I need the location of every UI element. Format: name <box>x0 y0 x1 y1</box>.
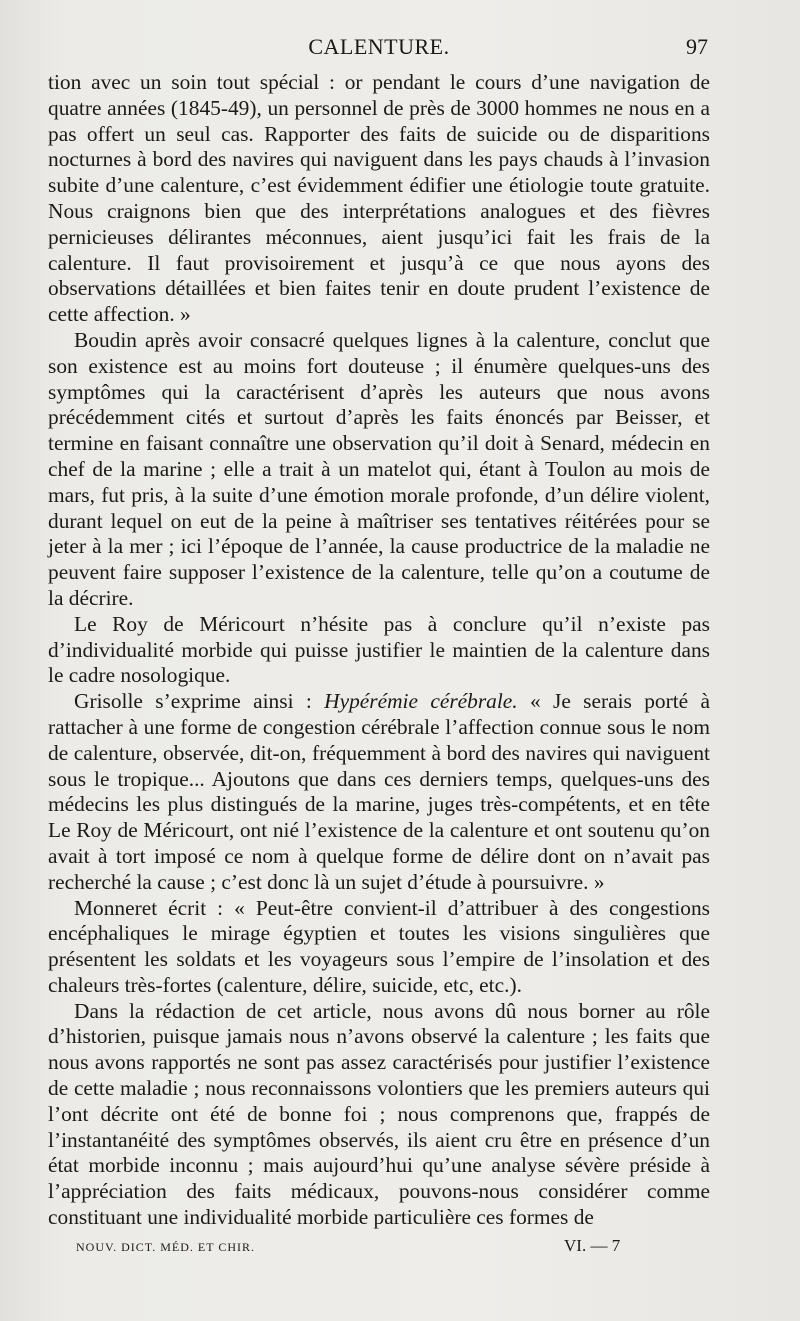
paragraph-6 <box>48 999 710 1231</box>
paragraph-6-text: Dans la rédaction de cet article, nous avons dû nous borner au rôle d’historien, puisque jamais nous n’avons observé la calenture ; les faits que nous avons rapportés ne sont pas assez caractérisés pour justifier l’existence de cette maladie ; nous reconnaissons volontiers que les premiers auteurs qui l’ont décrite ont été de bonne foi ; nous comprenons que, frappés de l’instantanéité des symptômes observés, ils aient cru être en présence d’un état morbide inconnu ; mais aujourd’hui qu’une analyse sévère préside à l’appréciation des faits médicaux, pouvons-nous considérer comme constituant une individualité morbide particulière ces formes de <box>48 998 710 1230</box>
page-number: 97 <box>686 34 708 59</box>
page-header <box>48 32 710 64</box>
paragraph-5 <box>48 896 710 999</box>
paragraph-3-text: Le Roy de Méricourt n’hésite pas à conclure qu’il n’existe pas d’individualité morbide qui puisse justifier le maintien de la calenture dans le cadre nosologique. <box>48 611 710 688</box>
paragraph-1-text: tion avec un soin tout spécial : or pendant le cours d’une navigation de quatre années (1845-49), un personnel de près de 3000 hommes ne nous en a pas offert un seul cas. Rapporter des faits de suicide ou de disparitions nocturnes à bord des navires qui naviguent dans les pays chauds à l’invasion subite d’une calenture, c’est évidemment édifier une étiologie toute gratuite. Nous craignons bien que des interprétations analogues et des fièvres pernicieuses délirantes méconnues, aient jusqu’ici fait les frais de la calenture. Il faut provisoirement et jusqu’à ce que nous ayons des observations détaillées et bien faites tenir en doute prudent l’existence de cette affection. » <box>48 70 710 327</box>
body-text <box>48 70 710 1231</box>
printer-signature: NOUV. DICT. MÉD. ET CHIR. <box>76 1240 256 1254</box>
paragraph-4-lead: Grisolle s’exprime ainsi : <box>74 689 325 714</box>
paragraph-3 <box>48 612 710 689</box>
paragraph-4-italic: Hypérémie cérébrale. <box>324 689 518 714</box>
running-title: CALENTURE. <box>308 34 450 59</box>
paragraph-4-text: « Je serais porté à rattacher à une forme de congestion cérébrale l’affection connue sous le nom de calenture, observée, dit-on, fréquemment à bord des navires qui naviguent sous le tropique... Ajoutons que dans ces derniers temps, quelques-uns des médecins les plus distingués de la marine, juges très-compétents, et en tête Le Roy de Méricourt, ont nié l’existence de la calenture et ont soutenu qu’on avait à tort imposé ce nom à quelque forme de délire dont on n’avait pas recherché la cause ; c’est donc là un sujet d’étude à poursuivre. » <box>48 689 710 894</box>
paragraph-4 <box>48 689 710 895</box>
volume-sheet-mark: VI. — 7 <box>564 1236 621 1255</box>
paragraph-5-text: Monneret écrit : « Peut-être convient-il d’attribuer à des congestions encéphaliques le mirage égyptien et toutes les visions singulières que présentent les soldats et les voyageurs sous l’empire de l’insolation et des chaleurs très-fortes (calenture, délire, suicide, etc, etc.). <box>48 895 710 997</box>
paragraph-1 <box>48 70 710 328</box>
paragraph-2-text: Boudin après avoir consacré quelques lignes à la calenture, conclut que son existence est au moins fort douteuse ; il énumère quelques-uns des symptômes qui la caractérisent d’après les auteurs que nous avons précédemment cités et surtout d’après les faits énoncés par Beisser, et termine en faisant connaître une observation qu’il doit à Senard, médecin en chef de la marine ; elle a trait à un matelot qui, étant à Toulon au mois de mars, fut pris, à la suite d’une émotion morale profonde, d’un délire violent, durant lequel on eut de la peine à maîtriser ses tentatives réitérées pour se jeter à la mer ; ici l’époque de l’année, la cause productrice de la maladie ne peuvent faire supposer l’existence de la calenture, telle qu’on a coutume de la décrire. <box>48 327 710 610</box>
paragraph-2 <box>48 328 710 612</box>
page-footer <box>76 1236 636 1260</box>
